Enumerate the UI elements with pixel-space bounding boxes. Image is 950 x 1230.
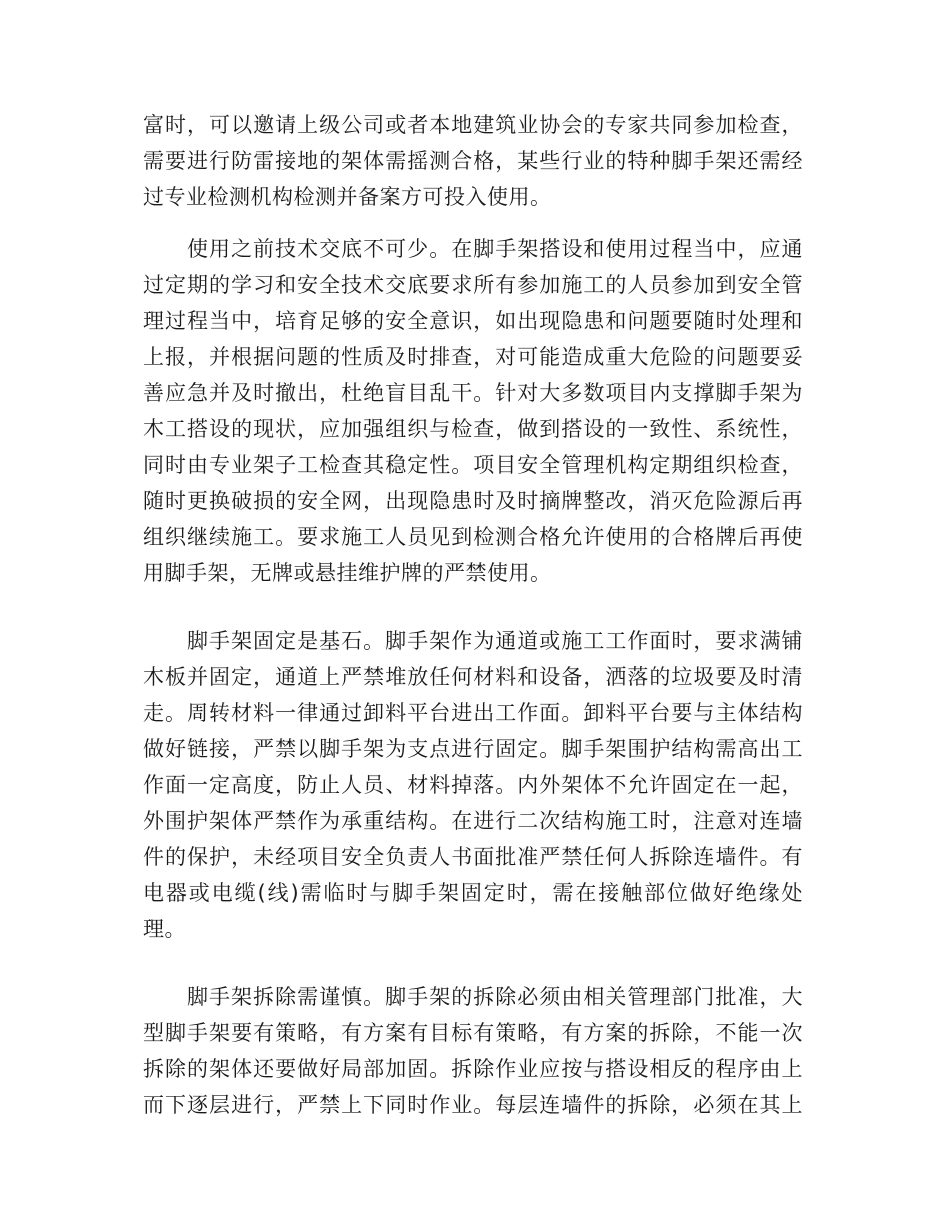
paragraph-4	[143, 979, 803, 1123]
paragraph-2	[143, 231, 803, 591]
text-line: 电器或电缆(线)需临时与脚手架固定时，需在接触部位做好绝缘处	[143, 881, 803, 905]
text-line: 脚手架拆除需谨慎。脚手架的拆除必须由相关管理部门批准，大	[187, 985, 803, 1009]
text-line: 同时由专业架子工检查其稳定性。项目安全管理机构定期组织检查，	[143, 453, 803, 477]
text-line: 木工搭设的现状，应加强组织与检查，做到搭设的一致性、系统性，	[143, 417, 803, 441]
text-line: 善应急并及时撤出，杜绝盲目乱干。针对大多数项目内支撑脚手架为	[143, 381, 803, 405]
text-line: 过专业检测机构检测并备案方可投入使用。	[143, 185, 552, 209]
text-line: 作面一定高度，防止人员、材料掉落。内外架体不允许固定在一起，	[143, 773, 803, 797]
text-line: 组织继续施工。要求施工人员见到检测合格允许使用的合格牌后再使	[143, 525, 803, 549]
paragraph-1	[143, 107, 803, 215]
text-line: 用脚手架，无牌或悬挂维护牌的严禁使用。	[143, 561, 552, 585]
text-line: 件的保护，未经项目安全负责人书面批准严禁任何人拆除连墙件。有	[143, 845, 803, 869]
text-line: 而下逐层进行，严禁上下同时作业。每层连墙件的拆除，必须在其上	[143, 1093, 803, 1117]
text-line: 随时更换破损的安全网，出现隐患时及时摘牌整改，消灭危险源后再	[143, 489, 803, 513]
text-line: 富时，可以邀请上级公司或者本地建筑业协会的专家共同参加检查，	[143, 113, 803, 137]
text-line: 做好链接，严禁以脚手架为支点进行固定。脚手架围护结构需高出工	[143, 737, 803, 761]
text-line: 过定期的学习和安全技术交底要求所有参加施工的人员参加到安全管	[143, 273, 803, 297]
text-line: 外围护架体严禁作为承重结构。在进行二次结构施工时，注意对连墙	[143, 809, 803, 833]
text-line: 上报，并根据问题的性质及时排查，对可能造成重大危险的问题要妥	[143, 345, 803, 369]
text-line: 需要进行防雷接地的架体需摇测合格，某些行业的特种脚手架还需经	[143, 149, 803, 173]
text-line: 型脚手架要有策略，有方案有目标有策略，有方案的拆除，不能一次	[143, 1021, 803, 1045]
text-line: 理。	[143, 917, 186, 941]
text-line: 木板并固定，通道上严禁堆放任何材料和设备，洒落的垃圾要及时清	[143, 665, 803, 689]
text-line: 脚手架固定是基石。脚手架作为通道或施工工作面时，要求满铺	[187, 629, 803, 653]
text-line: 使用之前技术交底不可少。在脚手架搭设和使用过程当中，应通	[187, 237, 803, 261]
text-line: 拆除的架体还要做好局部加固。拆除作业应按与搭设相反的程序由上	[143, 1057, 803, 1081]
text-line: 走。周转材料一律通过卸料平台进出工作面。卸料平台要与主体结构	[143, 701, 803, 725]
text-line: 理过程当中，培育足够的安全意识，如出现隐患和问题要随时处理和	[143, 309, 803, 333]
paragraph-3	[143, 623, 803, 947]
